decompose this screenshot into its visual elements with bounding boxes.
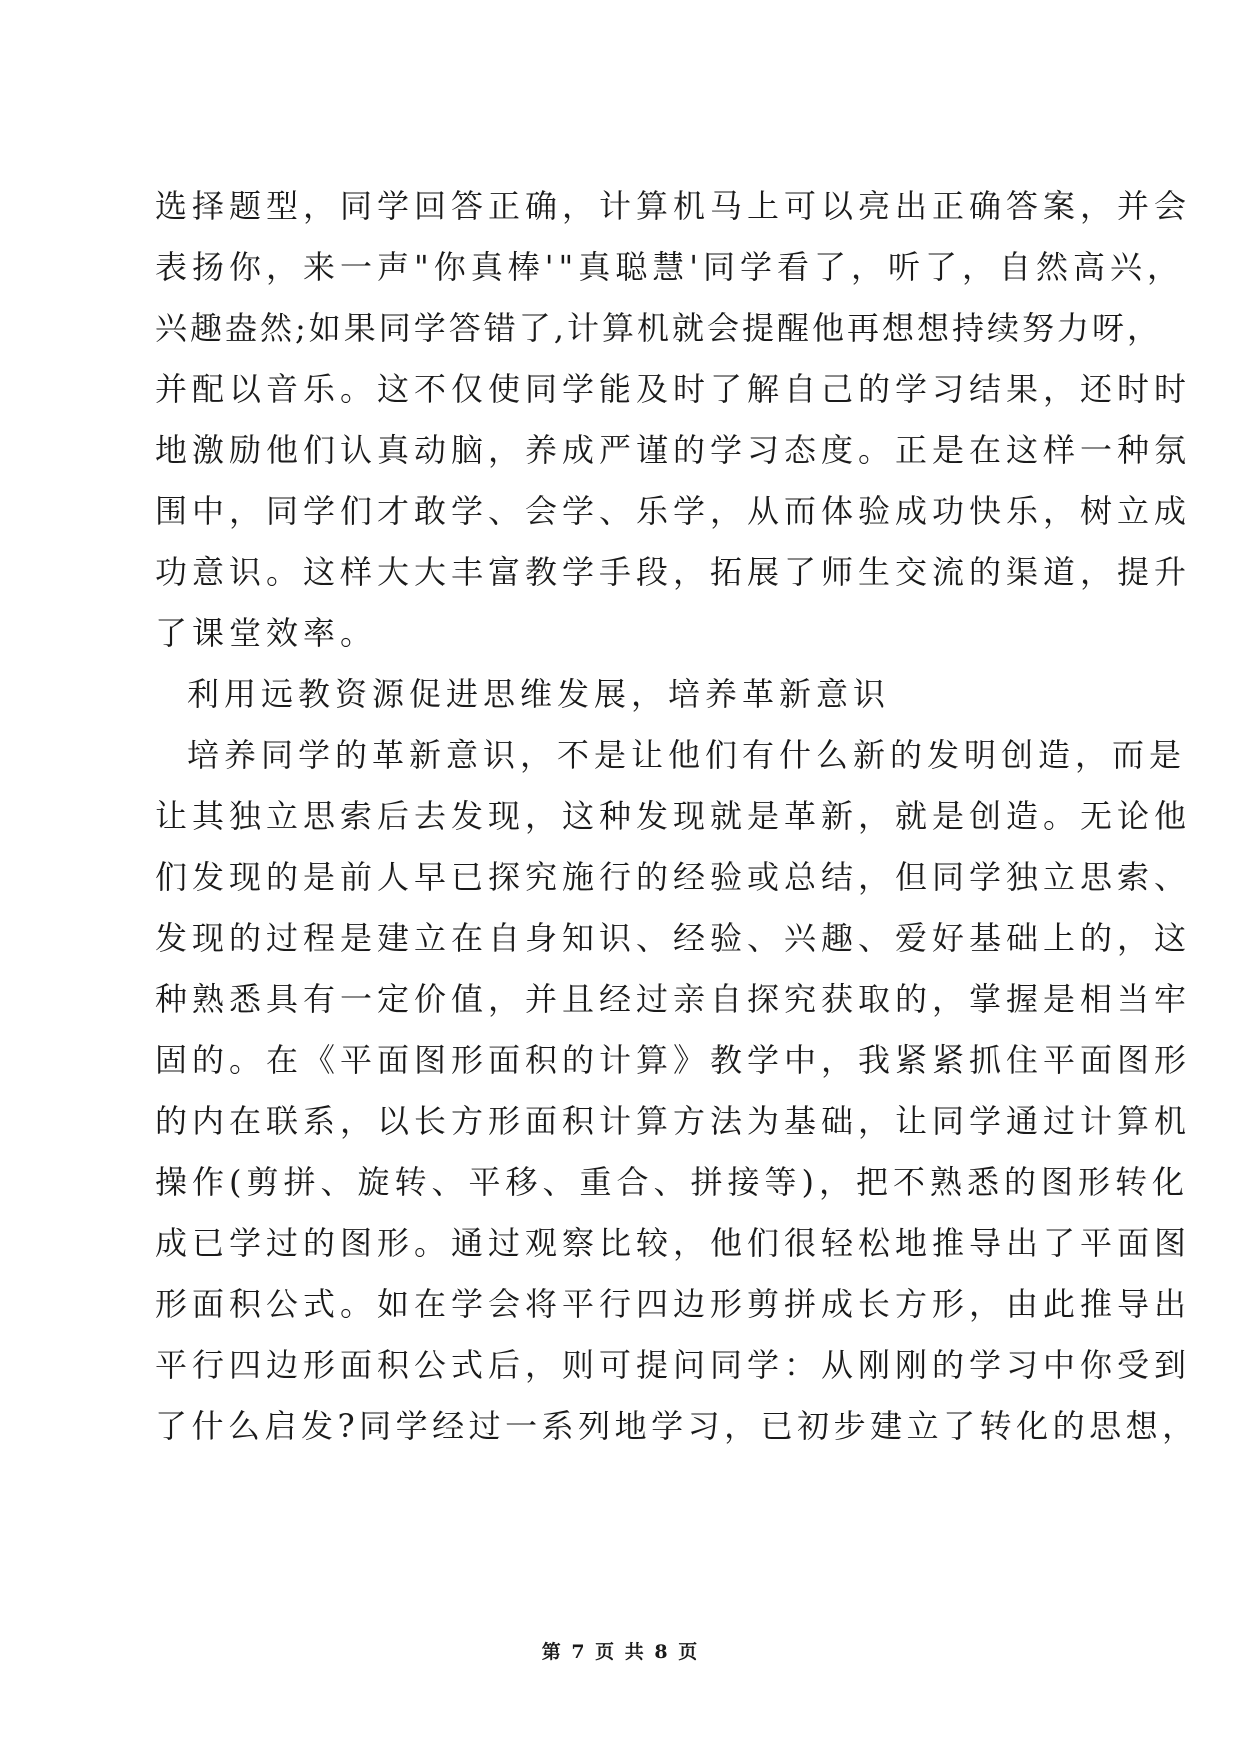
text-line: 表扬你，来一声"你真棒'"真聪慧'同学看了，听了，自然高兴， <box>155 248 1185 286</box>
text-line: 地激励他们认真动脑，养成严谨的学习态度。正是在这样一种氛 <box>155 431 1192 469</box>
section-heading: 利用远教资源促进思维发展，培养革新意识 <box>187 675 891 713</box>
text-line: 围中，同学们才敢学、会学、乐学，从而体验成功快乐，树立成 <box>155 492 1192 530</box>
text-line: 兴趣盎然;如果同学答错了,计算机就会提醒他再想想持续努力呀， <box>155 309 1162 347</box>
text-line: 的内在联系，以长方形面积计算方法为基础，让同学通过计算机 <box>155 1102 1192 1140</box>
text-line: 培养同学的革新意识，不是让他们有什么新的发明创造，而是 <box>187 736 1187 774</box>
page-number-footer: 第 7 页 共 8 页 <box>541 1641 700 1663</box>
text-line: 选择题型，同学回答正确，计算机马上可以亮出正确答案，并会 <box>155 187 1192 225</box>
text-line: 固的。在《平面图形面积的计算》教学中，我紧紧抓住平面图形 <box>155 1041 1192 1079</box>
text-line: 了什么启发?同学经过一系列地学习，已初步建立了转化的思想， <box>155 1407 1199 1445</box>
text-line: 让其独立思索后去发现，这种发现就是革新，就是创造。无论他 <box>155 797 1192 835</box>
text-line: 了课堂效率。 <box>155 614 378 652</box>
text-line: 形面积公式。如在学会将平行四边形剪拼成长方形，由此推导出 <box>155 1285 1192 1323</box>
text-line: 并配以音乐。这不仅使同学能及时了解自己的学习结果，还时时 <box>155 370 1192 408</box>
text-line: 们发现的是前人早已探究施行的经验或总结，但同学独立思索、 <box>155 858 1192 896</box>
text-line: 种熟悉具有一定价值，并且经过亲自探究获取的，掌握是相当牢 <box>155 980 1192 1018</box>
text-line: 发现的过程是建立在自身知识、经验、兴趣、爱好基础上的，这 <box>155 919 1192 957</box>
text-line: 平行四边形面积公式后，则可提问同学：从刚刚的学习中你受到 <box>155 1346 1192 1384</box>
text-line: 功意识。这样大大丰富教学手段，拓展了师生交流的渠道，提升 <box>155 553 1192 591</box>
text-line: 操作(剪拼、旋转、平移、重合、拼接等)，把不熟悉的图形转化 <box>155 1163 1189 1201</box>
text-line: 成已学过的图形。通过观察比较，他们很轻松地推导出了平面图 <box>155 1224 1192 1262</box>
